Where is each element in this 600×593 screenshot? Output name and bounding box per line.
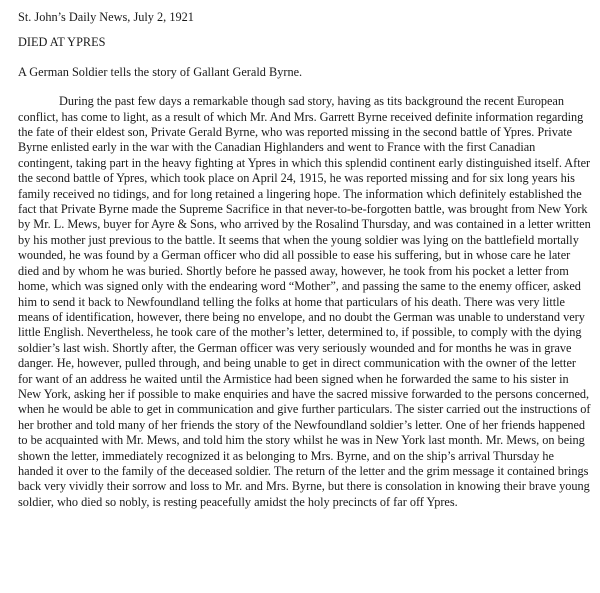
spacer (18, 25, 592, 35)
headline: DIED AT YPRES (18, 35, 106, 50)
article-body: During the past few days a remarkable though sad story, having as tits background the recent European conflict, has come to light, as a result of which Mr. And Mrs. Garrett Byrne received definite information regarding the fate of their eldest son, Private Gerald Byrne, who was reported missing in the second battle of Ypres. Private Byrne enlisted early in the war with the Canadian Highlanders and went to France with the first Canadian contingent, taking part in the heavy fighting at Ypres in which this splendid continent early distinguished itself. After the second battle of Ypres, which took place on April 24, 1915, he was reported missing and for six long years his family received no tidings, and for long retained a lingering hope. The information which definitely established the fact that Private Byrne made the Supreme Sacrifice in that never-to-be-forgotten battle, was brought from New York by Mr. L. Mews, buyer for Ayre & Sons, who arrived by the Rosalind Thursday, and was contained in a letter written by his mother just previous to the battle. It seems that when the young soldier was lying on the battlefield mortally wounded, he was found by a German officer who did all possible to ease his suffering, but in whose care he later died and by whom he was buried. Shortly before he passed away, however, he took from his pocket a letter from home, which was signed only with the endearing word “Mother”, and passing the same to the enemy officer, asked him to send it back to Newfoundland telling the folks at home that particulars of his death. There was very little means of identification, however, there being no envelope, and no doubt the German was unable to understand very little English. Nevertheless, he took care of the mother’s letter, determined to, if possible, to comply with the dying soldier’s last wish. Shortly after, the German officer was very seriously wounded and for months he was in grave danger. He, however, pulled through, and being unable to get in direct communication with the owner of the letter for want of an address he waited until the Armistice had been signed when he forwarded the same to his sister in New York, asking her if possible to make enquiries and have the sacred missive forwarded to the persons concerned, when he would be able to get in communication and give further particulars. The sister carried out the instructions of her brother and told many of her friends the story of the Newfoundland soldier’s letter. One of her friends happened to be acquainted with Mr. Mews, and told him the story whilst he was in New York last month. Mr. Mews, on being shown the letter, immediately recognized it as belonging to Mrs. Byrne, and on the ship’s arrival Thursday he handed it over to the family of the deceased soldier. The return of the letter and the grim message it contained brings back very vividly their sorrow and loss to Mr. and Mrs. Byrne, but there is consolation in knowing their brave young soldier, who died so nobly, is resting peacefully amidst the holy precincts of far off Ypres. (18, 94, 591, 509)
newspaper-source-line: St. John’s Daily News, July 2, 1921 (18, 10, 194, 24)
spacer (18, 51, 592, 65)
spacer (18, 80, 592, 94)
document-page (18, 10, 592, 510)
subheadline: A German Soldier tells the story of Gallant Gerald Byrne. (18, 64, 303, 79)
